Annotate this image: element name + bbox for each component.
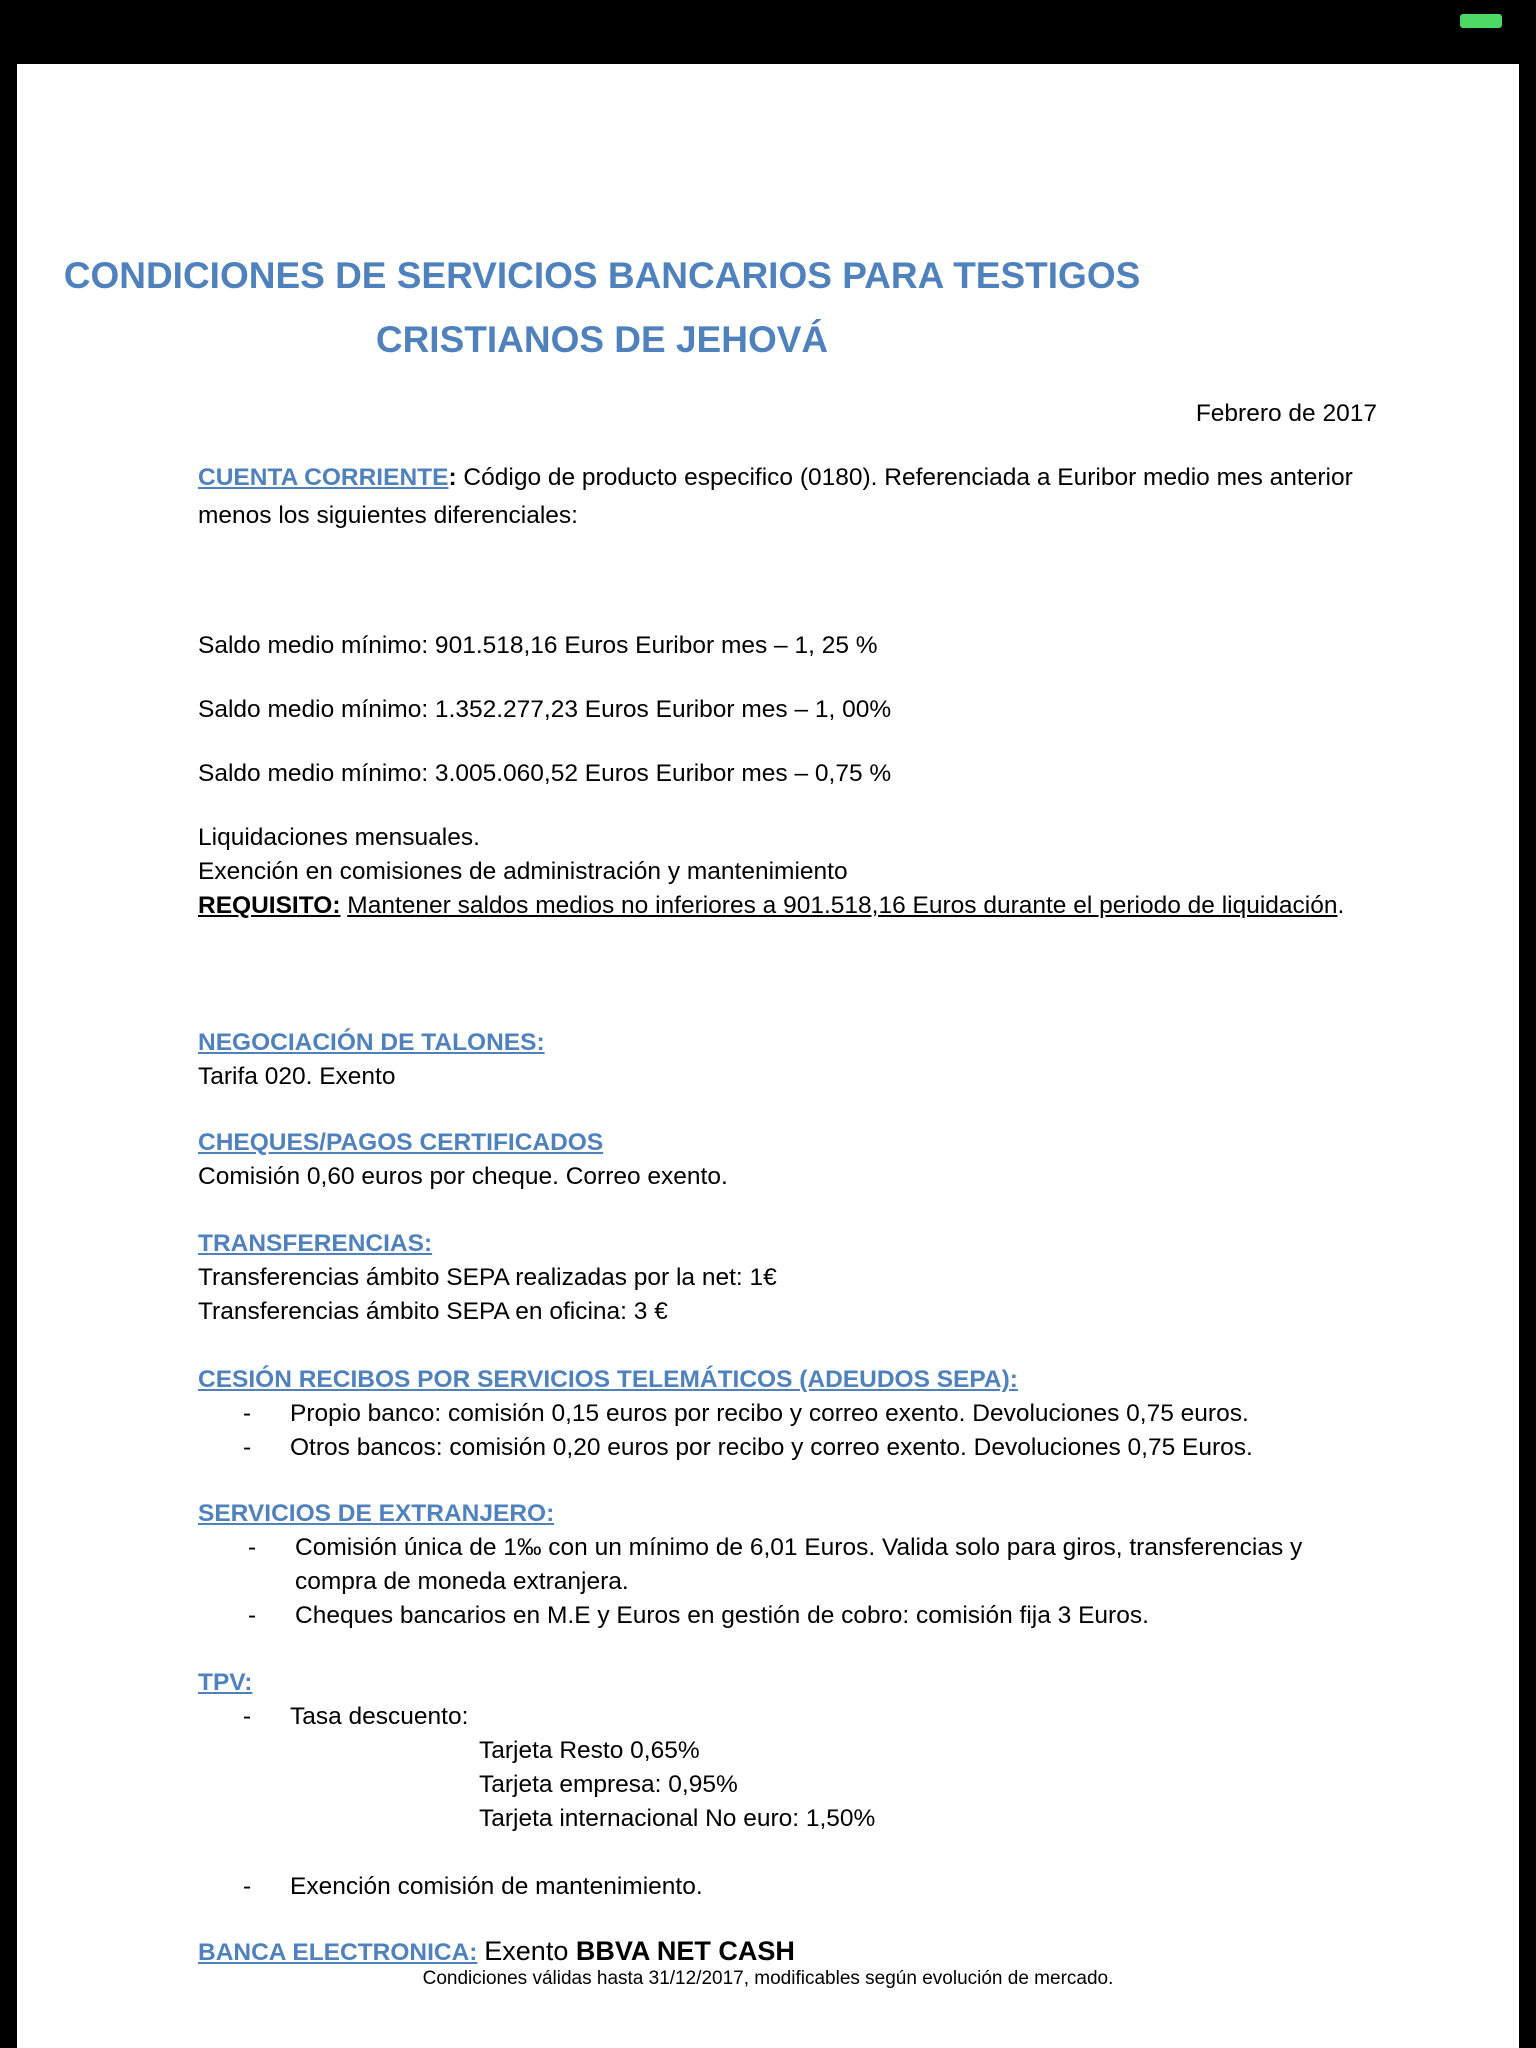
list-item-text: Otros bancos: comisión 0,20 euros por recibo y correo exento. Devoluciones 0,75 Euros.: [290, 1434, 1253, 1461]
list-item-text: Comisión única de 1‰ con un mínimo de 6,01 Euros. Valida solo para giros, transferencias y compra de moneda extranjera.: [295, 1534, 1303, 1595]
cuenta-corriente-section: [198, 459, 1358, 535]
list-item: [198, 1397, 1358, 1431]
dash-bullet: -: [243, 1400, 252, 1427]
cesion-section: [198, 1363, 1358, 1465]
dash-bullet: -: [243, 1703, 252, 1730]
status-bar: [0, 0, 1536, 64]
tarjeta-rate: Tarjeta internacional No euro: 1,50%: [479, 1805, 876, 1832]
cuenta-heading: CUENTA CORRIENTE: [198, 464, 449, 491]
list-item: [198, 1431, 1358, 1465]
transferencias-line: Transferencias ámbito SEPA realizadas por la net: 1€: [198, 1264, 777, 1291]
saldo-line: Saldo medio mínimo: 1.352.277,23 Euros Euribor mes – 1, 00%: [198, 696, 892, 723]
banca-section: [198, 1934, 1358, 1970]
tarjeta-rate: Tarjeta empresa: 0,95%: [479, 1771, 738, 1798]
banca-heading: BANCA ELECTRONICA:: [198, 1939, 478, 1966]
tpv-section: [198, 1666, 1358, 1836]
requisito-period: .: [1337, 892, 1345, 919]
cheques-heading: CHEQUES/PAGOS CERTIFICADOS: [198, 1129, 604, 1156]
dash-bullet: -: [243, 1873, 252, 1900]
dash-bullet: -: [248, 1534, 257, 1561]
extranjero-heading: SERVICIOS DE EXTRANJERO:: [198, 1500, 555, 1527]
liquidaciones-text: Liquidaciones mensuales.: [198, 824, 480, 851]
page-footer: Condiciones válidas hasta 31/12/2017, modificables según evolución de mercado.: [422, 1968, 1114, 1989]
transferencias-line: Transferencias ámbito SEPA en oficina: 3 €: [198, 1298, 668, 1325]
banca-text: Exento: [484, 1936, 576, 1966]
requisito-body: Mantener saldos medios no inferiores a 901.518,16 Euros durante el periodo de liquidación: [347, 892, 1338, 919]
talones-text: Tarifa 020. Exento: [198, 1063, 396, 1090]
cheques-section: [198, 1126, 1358, 1194]
document-page[interactable]: [17, 64, 1519, 2048]
transferencias-heading: TRANSFERENCIAS:: [198, 1230, 433, 1257]
tarjeta-rate: Tarjeta Resto 0,65%: [479, 1737, 700, 1764]
cesion-heading: CESIÓN RECIBOS POR SERVICIOS TELEMÁTICOS (ADEUDOS SEPA):: [198, 1366, 1018, 1393]
cuenta-intro-text: Código de producto especifico (0180). Referenciada a Euribor medio mes anterior menos los siguientes diferenciales:: [198, 464, 1353, 529]
exencion-text: Exención en comisiones de administración y mantenimiento: [198, 858, 848, 885]
transferencias-section: [198, 1227, 1358, 1329]
cuenta-conditions: [198, 821, 1358, 923]
list-item: [198, 1531, 1358, 1599]
cheques-text: Comisión 0,60 euros por cheque. Correo exento.: [198, 1163, 728, 1190]
cuenta-intro: [198, 459, 1358, 535]
banca-line: [198, 1934, 1358, 1970]
cuenta-colon: :: [448, 464, 457, 491]
saldo-line: Saldo medio mínimo: 3.005.060,52 Euros Euribor mes – 0,75 %: [198, 760, 892, 787]
banca-product: BBVA NET CASH: [575, 1936, 795, 1966]
list-item: [198, 1700, 1358, 1734]
tpv-heading: TPV:: [198, 1669, 253, 1696]
dash-bullet: -: [243, 1434, 252, 1461]
battery-icon: [1460, 14, 1502, 28]
list-item: [198, 1599, 1358, 1633]
extranjero-section: [198, 1497, 1358, 1633]
list-item-text: Tasa descuento:: [290, 1703, 469, 1730]
dash-bullet: -: [248, 1602, 257, 1629]
requisito-label: REQUISITO:: [198, 892, 341, 919]
talones-heading: NEGOCIACIÓN DE TALONES:: [198, 1029, 545, 1056]
list-item: [198, 1870, 1358, 1904]
list-item-text: Propio banco: comisión 0,15 euros por recibo y correo exento. Devoluciones 0,75 euros.: [290, 1400, 1249, 1427]
talones-section: [198, 1026, 1358, 1094]
list-item-text: Cheques bancarios en M.E y Euros en gestión de cobro: comisión fija 3 Euros.: [295, 1602, 1149, 1629]
page-title: CONDICIONES DE SERVICIOS BANCARIOS PARA TESTIGOS CRISTIANOS DE JEHOVÁ: [63, 255, 1141, 360]
requisito-text: [198, 889, 1358, 923]
list-item-text: Exención comisión de mantenimiento.: [290, 1873, 703, 1900]
saldo-line: Saldo medio mínimo: 901.518,16 Euros Euribor mes – 1, 25 %: [198, 632, 878, 659]
document-date: Febrero de 2017: [1195, 400, 1377, 427]
tpv-exencion: [198, 1870, 1358, 1904]
